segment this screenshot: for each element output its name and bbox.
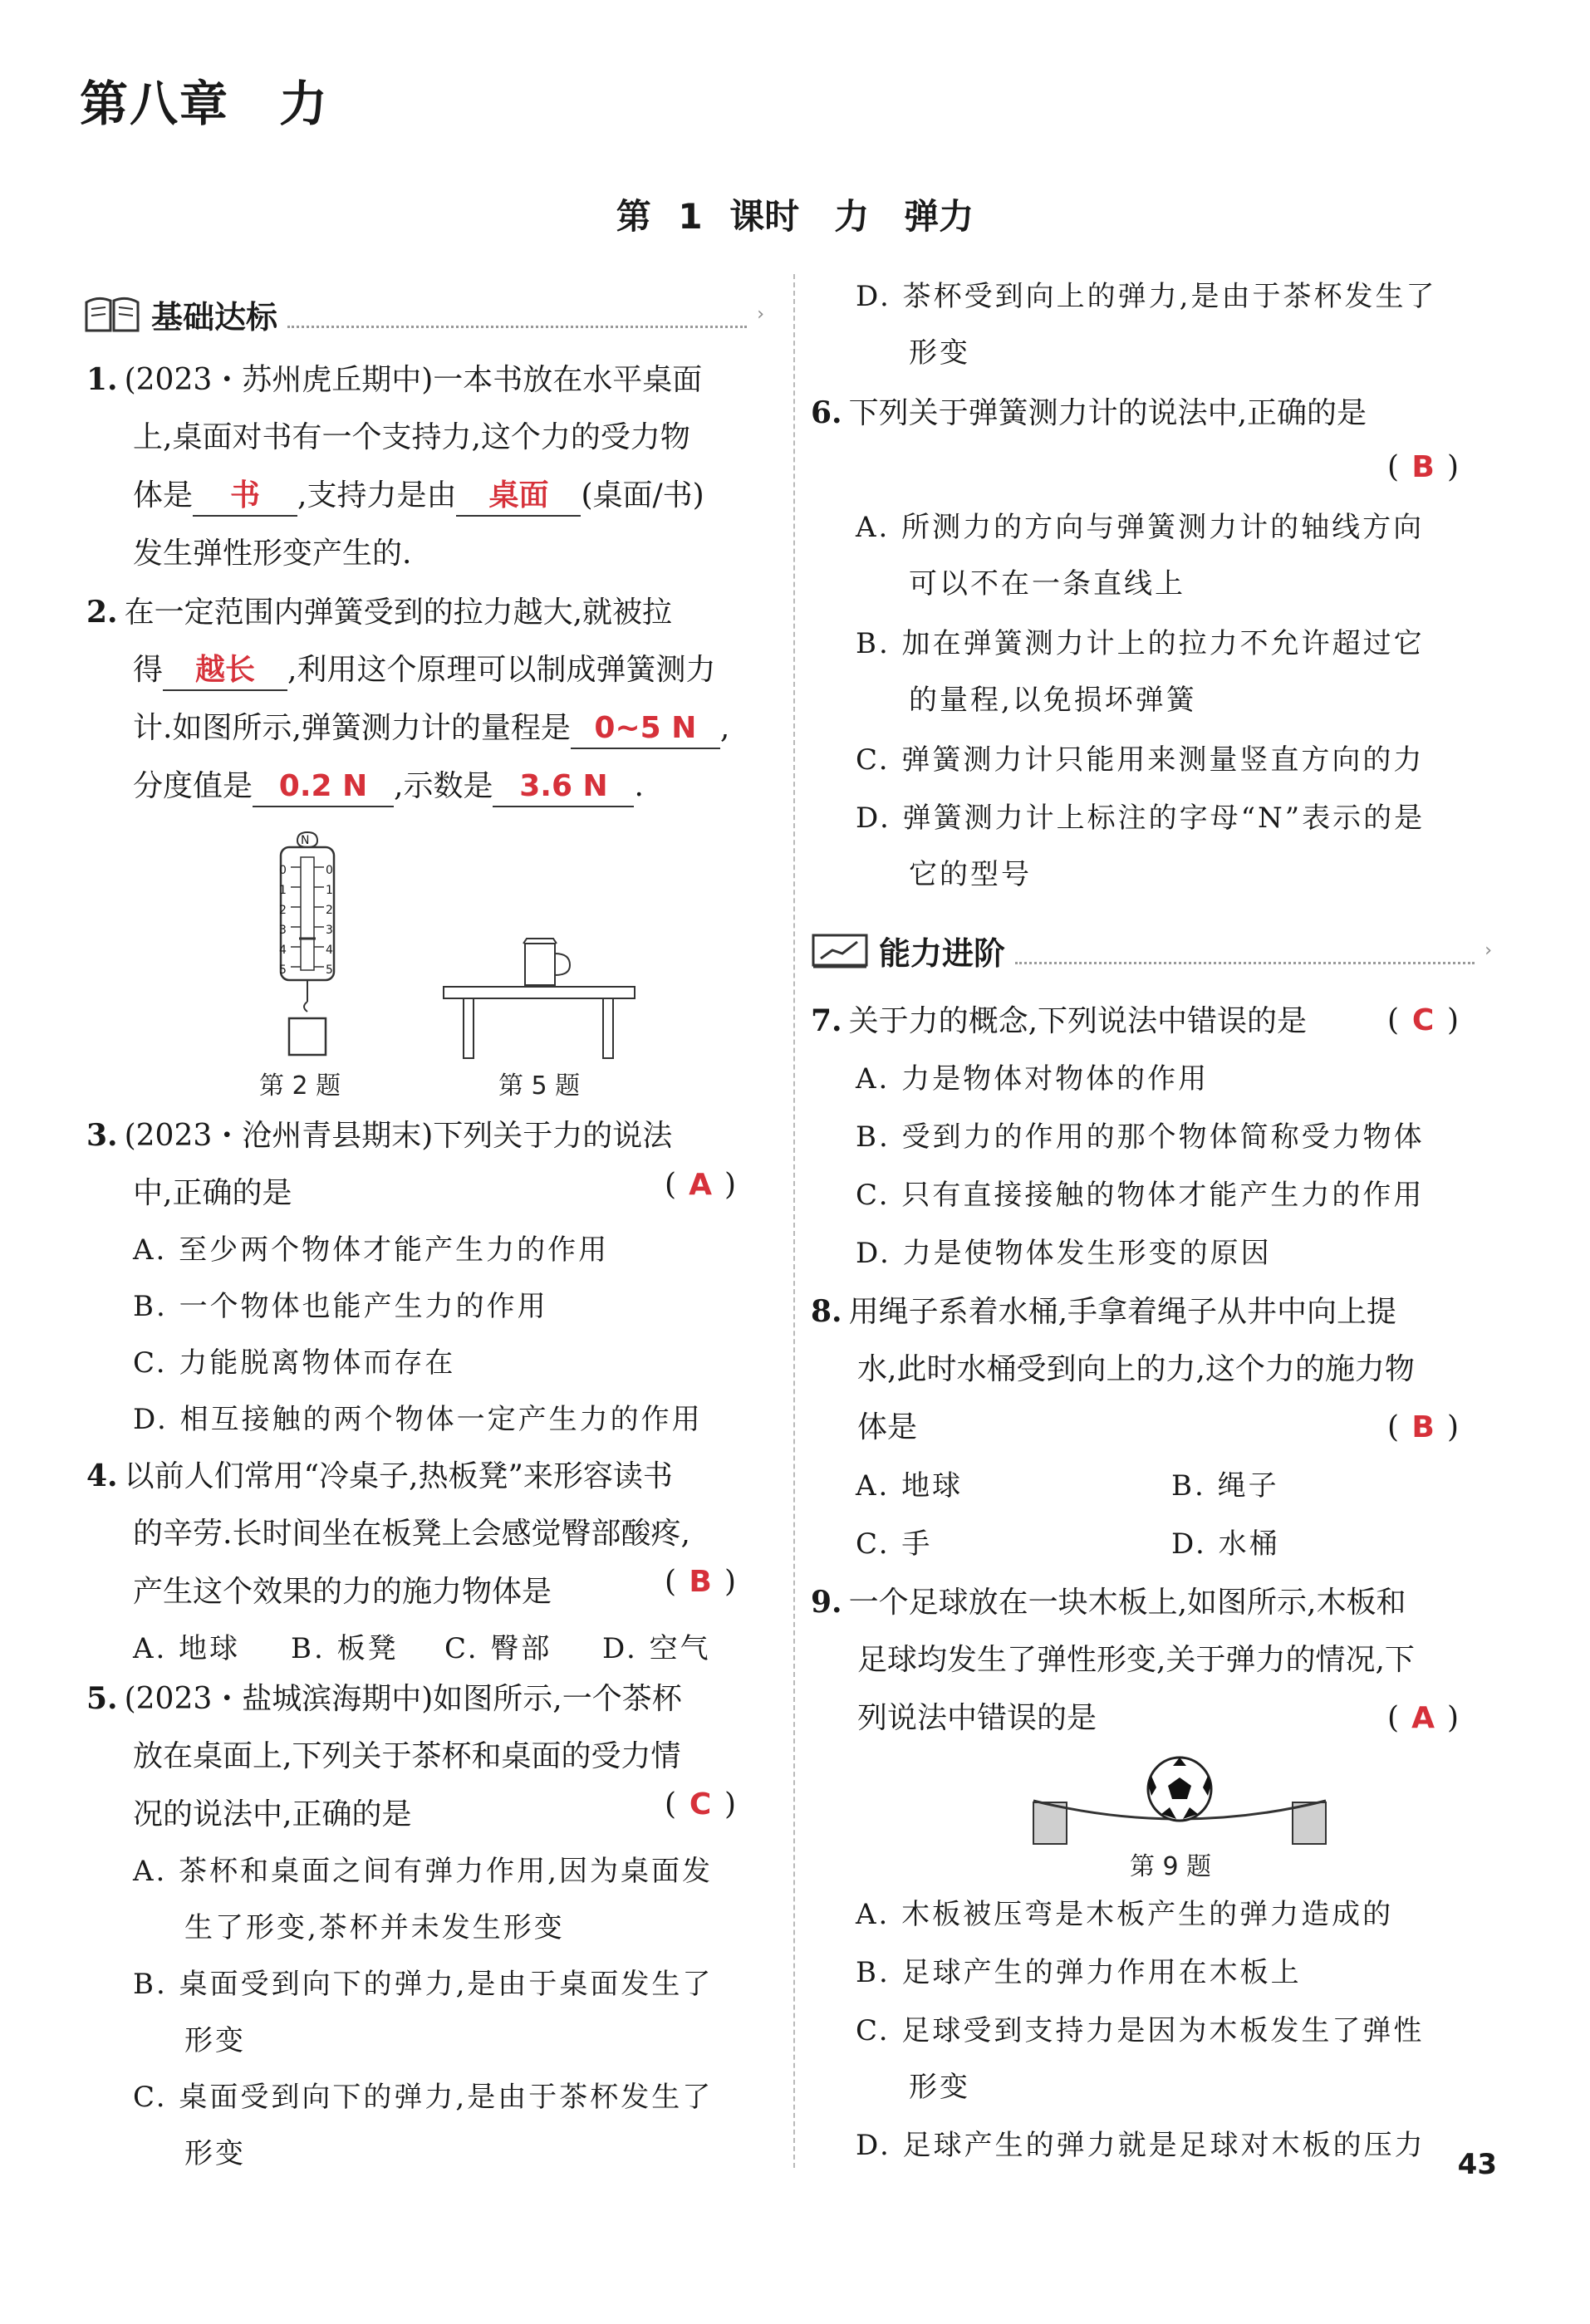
- q2-line2: 得 越长 ,利用这个原理可以制成弹簧测力: [133, 648, 715, 693]
- q4-option-d: D. 空气: [602, 1632, 711, 1665]
- q8-line3: 体是: [857, 1410, 918, 1444]
- section-basic-header: [83, 289, 764, 339]
- q9-option-c-line2: 形变: [909, 2071, 970, 2104]
- q9-option-b: B. 足球产生的弹力作用在木板上: [856, 1956, 1302, 1989]
- q6-option-b-line1: B. 加在弹簧测力计上的拉力不允许超过它: [856, 627, 1425, 660]
- q5-option-a-line1: A. 茶杯和桌面之间有弹力作用,因为桌面发: [133, 1855, 713, 1888]
- q3-answer-bracket: ( A ): [665, 1163, 736, 1208]
- q5-line3: 况的说法中,正确的是: [133, 1797, 412, 1831]
- q4-option-a: A. 地球: [133, 1632, 241, 1665]
- q4-line1: 4. 以前人们常用“冷桌子,热板凳”来形容读书: [86, 1459, 673, 1493]
- section-advanced-header: [811, 925, 1492, 975]
- q2-answer-2: 0~5 N: [594, 711, 697, 745]
- q3-option-c: C. 力能脱离物体而存在: [133, 1346, 456, 1380]
- q8-option-c: C. 手: [856, 1527, 933, 1561]
- q5-answer-bracket: ( C ): [665, 1782, 736, 1827]
- q2-answer-4: 3.6 N: [519, 769, 608, 803]
- q5-line1: 5. (2023・盐城滨海期中)如图所示,一个茶杯: [86, 1681, 682, 1716]
- chapter-title: 第八章 力: [80, 76, 330, 132]
- chevron-right-icon: ›: [757, 303, 764, 325]
- scale-ticks-left: 0 1 2 3 4 5: [279, 864, 287, 977]
- q9-line2: 足球均发生了弹性形变,关于弹力的情况,下: [857, 1643, 1415, 1677]
- q2-answer-3: 0.2 N: [278, 769, 368, 803]
- q6-option-a-line2: 可以不在一条直线上: [909, 567, 1185, 601]
- q8-answer-bracket: ( B ): [1387, 1405, 1459, 1450]
- football-on-board-figure: [1030, 1751, 1329, 1851]
- q5-option-d-line1: D. 茶杯受到向上的弹力,是由于茶杯发生了: [856, 280, 1437, 313]
- q4-option-c: C. 臀部: [444, 1632, 552, 1665]
- q5-option-d-line2: 形变: [909, 336, 970, 370]
- q6-option-c: C. 弹簧测力计只能用来测量竖直方向的力: [856, 743, 1425, 777]
- q6-option-a-line1: A. 所测力的方向与弹簧测力计的轴线方向: [856, 511, 1425, 544]
- q1-line4: 发生弹性形变产生的.: [133, 537, 412, 571]
- q7-answer: C: [1411, 1003, 1435, 1037]
- q7-option-d: D. 力是使物体发生形变的原因: [856, 1237, 1272, 1270]
- q8-answer: B: [1411, 1410, 1435, 1444]
- q5-line2: 放在桌面上,下列关于茶杯和桌面的受力情: [133, 1739, 681, 1773]
- fig5-caption: 第 5 题: [498, 1071, 581, 1101]
- q4-line3: 产生这个效果的力的施力物体是: [133, 1575, 552, 1609]
- q6-option-d-line2: 它的型号: [909, 858, 1032, 891]
- scale-letter: N: [301, 834, 310, 847]
- q1-line1: 1. (2023・苏州虎丘期中)一本书放在水平桌面: [86, 362, 703, 397]
- q3-line1: 3. (2023・沧州青县期末)下列关于力的说法: [86, 1118, 673, 1153]
- scale-ticks-right: 0 1 2 3 4 5: [326, 864, 333, 977]
- q2-answer-1: 越长: [195, 653, 256, 687]
- q5-answer: C: [689, 1787, 712, 1821]
- q9-line3: 列说法中错误的是: [857, 1701, 1097, 1735]
- fig9-caption: 第 9 题: [1130, 1852, 1212, 1881]
- q8-option-a: A. 地球: [856, 1469, 964, 1503]
- q7-answer-bracket: ( C ): [1387, 998, 1459, 1043]
- q6-option-b-line2: 的量程,以免损坏弹簧: [909, 684, 1197, 717]
- q9-line1: 9. 一个足球放在一块木板上,如图所示,木板和: [811, 1585, 1406, 1620]
- section-rule: [287, 301, 747, 328]
- column-divider: [793, 274, 795, 2168]
- q3-option-b: B. 一个物体也能产生力的作用: [133, 1290, 548, 1323]
- q5-option-c-line1: C. 桌面受到向下的弹力,是由于茶杯发生了: [133, 2081, 714, 2114]
- q2-line1: 2. 在一定范围内弹簧受到的拉力越大,就被拉: [86, 595, 673, 630]
- spring-scale-figure: [266, 831, 349, 1063]
- q5-option-c-line2: 形变: [184, 2137, 246, 2170]
- section-basic-title: 基础达标: [151, 298, 278, 336]
- q6-line1: 6. 下列关于弹簧测力计的说法中,正确的是: [811, 395, 1367, 430]
- q2-line3: 计.如图所示,弹簧测力计的量程是 0~5 N ,: [133, 706, 729, 751]
- q5-option-a-line2: 生了形变,茶杯并未发生形变: [184, 1911, 565, 1944]
- q4-line2: 的辛劳.长时间坐在板凳上会感觉臀部酸疼,: [133, 1517, 690, 1551]
- q8-line2: 水,此时水桶受到向上的力,这个力的施力物: [857, 1352, 1415, 1386]
- q1-answer-1: 书: [230, 478, 261, 512]
- q4-answer-bracket: ( B ): [665, 1560, 736, 1605]
- q7-line1: 7. 关于力的概念,下列说法中错误的是: [811, 1003, 1308, 1038]
- section-rule: [1015, 937, 1475, 964]
- q8-line1: 8. 用绳子系着水桶,手拿着绳子从井中向上提: [811, 1294, 1397, 1329]
- q5-option-b-line1: B. 桌面受到向下的弹力,是由于桌面发生了: [133, 1968, 714, 2001]
- q9-answer-bracket: ( A ): [1387, 1696, 1459, 1741]
- q1-answer-2: 桌面: [488, 478, 549, 512]
- q7-option-b: B. 受到力的作用的那个物体简称受力物体: [856, 1120, 1425, 1154]
- q9-option-a: A. 木板被压弯是木板产生的弹力造成的: [856, 1898, 1394, 1931]
- lesson-title: 第 1 课时 力 弹力: [616, 196, 974, 237]
- open-book-icon: [83, 294, 141, 334]
- q8-option-b: B. 绳子: [1171, 1469, 1279, 1503]
- q6-option-d-line1: D. 弹簧测力计上标注的字母“N”表示的是: [856, 802, 1426, 835]
- q3-answer: A: [689, 1168, 712, 1202]
- q2-line4: 分度值是 0.2 N ,示数是 3.6 N .: [133, 764, 644, 809]
- q3-option-d: D. 相互接触的两个物体一定产生力的作用: [133, 1403, 703, 1436]
- q9-option-c-line1: C. 足球受到支持力是因为木板发生了弹性: [856, 2014, 1425, 2047]
- fig2-caption: 第 2 题: [259, 1071, 341, 1101]
- chevron-right-icon: ›: [1484, 939, 1492, 961]
- q3-line2: 中,正确的是: [133, 1176, 292, 1210]
- q5-option-b-line2: 形变: [184, 2024, 246, 2057]
- q8-option-d: D. 水桶: [1171, 1527, 1280, 1561]
- q3-option-a: A. 至少两个物体才能产生力的作用: [133, 1233, 610, 1267]
- q1-line3: 体是 书 ,支持力是由 桌面 (桌面/书): [133, 473, 704, 518]
- q7-option-c: C. 只有直接接触的物体才能产生力的作用: [856, 1179, 1425, 1212]
- q1-line2: 上,桌面对书有一个支持力,这个力的受力物: [133, 420, 690, 454]
- section-advanced-title: 能力进阶: [879, 934, 1006, 972]
- q4-option-b: B. 板凳: [291, 1632, 399, 1665]
- q9-option-d: D. 足球产生的弹力就是足球对木板的压力: [856, 2129, 1426, 2162]
- q6-answer-bracket: ( B ): [1387, 445, 1459, 490]
- q4-answer: B: [689, 1565, 712, 1599]
- q6-answer: B: [1411, 450, 1435, 484]
- chart-growth-icon: [811, 930, 869, 970]
- page-number: 43: [1457, 2148, 1497, 2181]
- q9-answer: A: [1411, 1701, 1435, 1735]
- cup-on-table-figure: [440, 929, 648, 1061]
- q7-option-a: A. 力是物体对物体的作用: [856, 1062, 1210, 1096]
